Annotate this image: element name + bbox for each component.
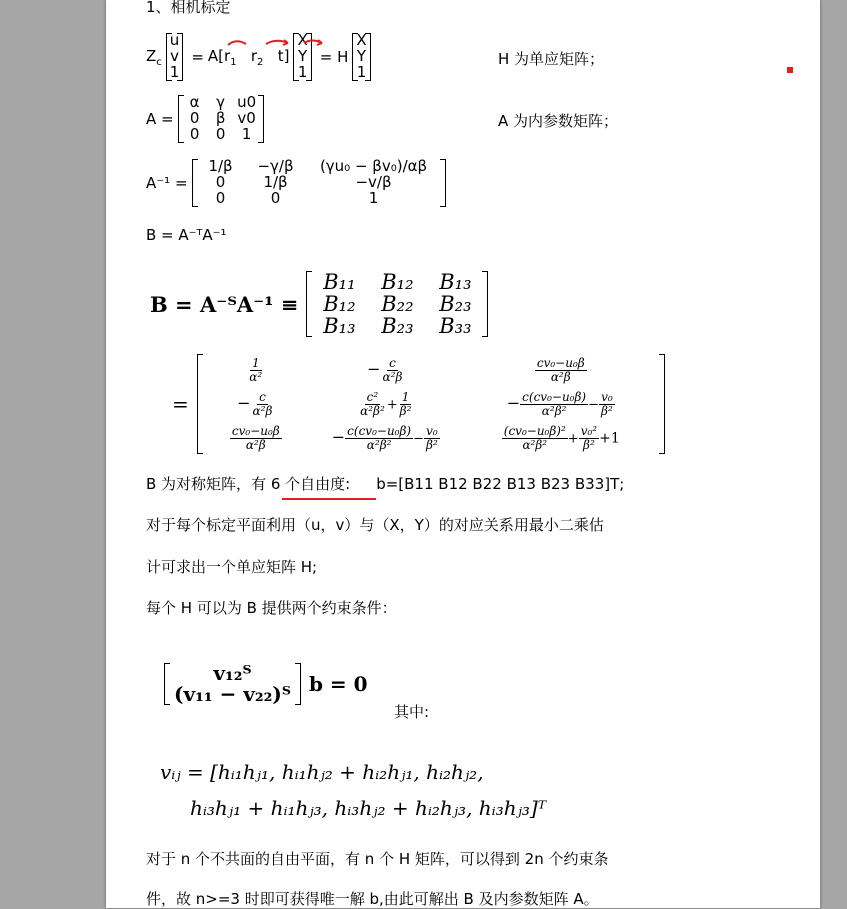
para-n-planes: 对于 n 个不共面的自由平面，有 n 个 H 矩阵，可以得到 2n 个约束条	[146, 850, 609, 868]
extrinsic-matrix: $A[r_1$ $r_2$ t]	[207, 46, 290, 68]
homography-note: H 为单应矩阵；	[498, 50, 605, 68]
annotation-arrows	[226, 36, 326, 48]
b-definition: B = A⁻ᵀA⁻¹	[146, 226, 227, 244]
constraint-matrix: v₁₂ᵀ (v₁₁ − v₂₂)ᵀ	[164, 663, 301, 705]
world-vector: X Y 1	[293, 33, 311, 80]
document-page	[106, 0, 820, 908]
b-matrix: B₁₁ B₁₂ B₁₃ B₁₂ B₂₂ B₂₃ B₁₃ B₂₃ B₃₃	[306, 271, 488, 337]
where-label: 其中:	[394, 703, 430, 721]
annotation-arrow-r1	[228, 41, 246, 45]
vij-line-1: vᵢⱼ = [hᵢ₁hⱼ₁, hᵢ₁hⱼ₂ + hᵢ₂hⱼ₁, hᵢ₂hⱼ₂,	[160, 760, 484, 784]
pixel-vector: u v 1	[166, 33, 184, 80]
para-homography: 计可求出一个单应矩阵 H;	[146, 558, 318, 576]
world-vector-2: X Y 1	[352, 33, 370, 80]
b-matrix-equation: B = A⁻ᵀA⁻¹ ≡ B₁₁ B₁₂ B₁₃ B₁₂ B₂₂ B₂₃ B₁₃ B₂₃ B₃₃	[150, 263, 488, 345]
intrinsic-equation: A = α γ u0 0 β v0 0 0 1	[146, 91, 264, 147]
annotation-arrow-t	[304, 40, 322, 45]
annotation-arrow-r2	[266, 40, 288, 45]
intrinsic-matrix: α γ u0 0 β v0 0 0 1	[178, 95, 264, 142]
para-constraints: 每个 H 可以为 B 提供两个约束条件：	[146, 599, 397, 617]
intrinsic-note: A 为内参数矩阵；	[498, 112, 619, 130]
dof-highlight: 有 6 个自由度:	[251, 475, 351, 493]
b-expanded-equation: = $\frac{1}{\text{α²}}$ − $\frac{c}{\text{α²β}}$ $\frac{\text{cv₀−u₀β}}{\text{α²β}}$ − $\frac{c}{\text{α²β}}$ $\frac{\text{c²}}{\text{α²β²}}$ + $\frac{1}{\text{β²}}$ − $\frac{\text{c(cv₀−u₀β)}}{\text{α²β²}}$ − $\frac{\text{v₀}}{\text{β²}}$ $\frac{\text{cv₀−u₀β}}{\text{α²β}}$ − $\frac{\text{c(cv₀−u₀β)}}{\text{α²β²}}$ − $\frac{\text{v₀}}{\text{β²}}$ $\frac{\text{(cv₀−u₀β)²}}{\text{α²β²}}$ + $\frac{\text{v₀²}}{\text{β²}}$ +1	[172, 352, 665, 456]
vij-line-2: hᵢ₃hⱼ₁ + hᵢ₁hⱼ₃, hᵢ₃hⱼ₂ + hᵢ₂hⱼ₃, hᵢ₃hⱼ₃]ᵀ	[190, 796, 547, 820]
inverse-matrix: 1/β −γ/β (γu₀ − βv₀)/αβ 0 1/β −v/β 0 0 1	[192, 159, 446, 206]
red-underline	[282, 498, 376, 500]
para-least-squares: 对于每个标定平面利用（u，v）与（X，Y）的对应关系用最小二乘估	[146, 516, 604, 534]
constraint-equation: v₁₂ᵀ (v₁₁ − v₂₂)ᵀ b = 0	[164, 654, 368, 714]
red-dot-mark	[787, 67, 793, 73]
b-expanded-matrix: $\frac{1}{\text{α²}}$ − $\frac{c}{\text{α²β}}$ $\frac{\text{cv₀−u₀β}}{\text{α²β}}$ − $\frac{c}{\text{α²β}}$ $\frac{\text{c²}}{\text{α²β²}}$ + $\frac{1}{\text{β²}}$ − $\frac{\text{c(cv₀−u₀β)}}{\text{α²β²}}$ − $\frac{\text{v₀}}{\text{β²}}$ $\frac{\text{cv₀−u₀β}}{\text{α²β}}$ − $\frac{\text{c(cv₀−u₀β)}}{\text{α²β²}}$ − $\frac{\text{v₀}}{\text{β²}}$ $\frac{\text{(cv₀−u₀β)²}}{\text{α²β²}}$ + $\frac{\text{v₀²}}{\text{β²}}$ +1	[197, 354, 665, 454]
para-unique-solution: 件，故 n>=3 时即可获得唯一解 b,由此可解出 B 及内参数矩阵 A。	[146, 890, 599, 908]
para-symmetric: B 为对称矩阵，有 6 个自由度: b=[B11 B12 B22 B13 B23 B33]T;	[146, 475, 625, 493]
inverse-equation: A⁻¹ = 1/β −γ/β (γu₀ − βv₀)/αβ 0 1/β −v/β 0 0 1	[146, 153, 446, 213]
homography-equation: $Z_c$ u v 1 = $A[r_1$ $r_2$ t] X Y 1 = H X Y 1	[146, 30, 371, 84]
scale-factor: $Z_c$	[146, 46, 162, 68]
section-heading: 1、相机标定	[146, 0, 231, 16]
